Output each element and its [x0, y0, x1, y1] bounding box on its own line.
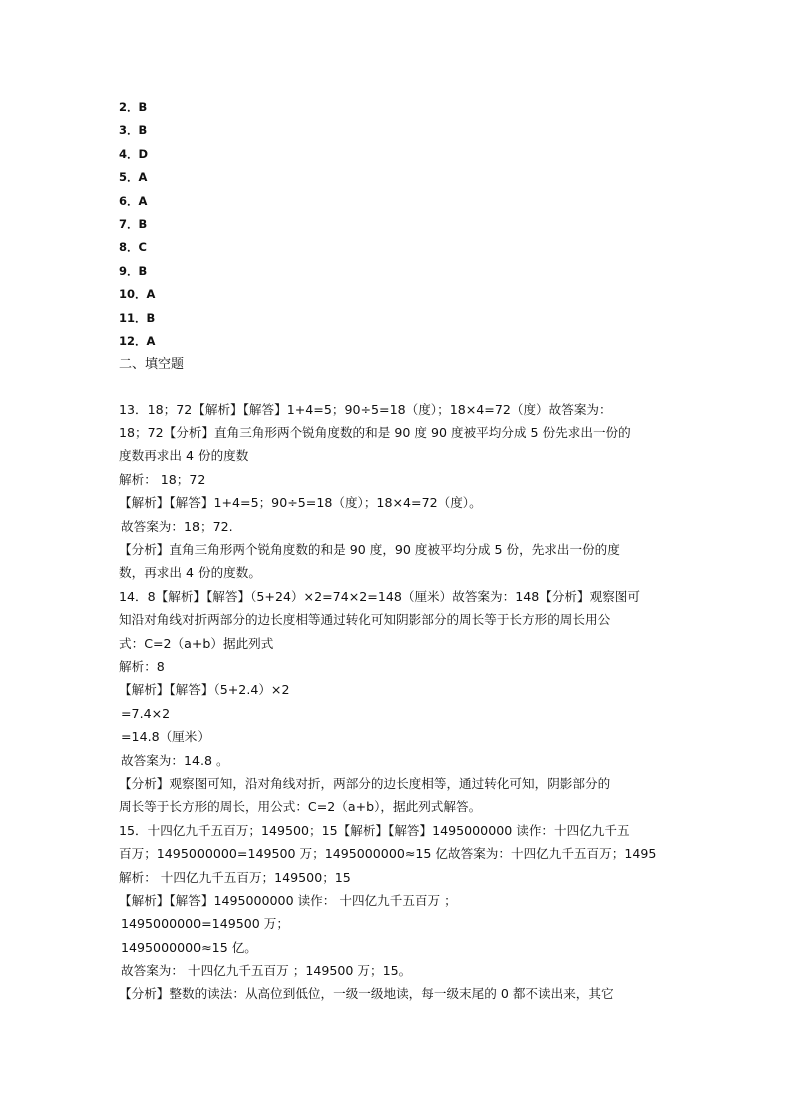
spacer [119, 377, 679, 398]
answer-item: 5．A [119, 170, 148, 185]
text-line: 13．18；72【解析】【解答】1+4=5；90÷5=18（度）；18×4=72（度）故答案为： [119, 401, 612, 417]
answer-item: 3．B [119, 123, 148, 138]
answer-item: 11．B [119, 310, 156, 325]
text-line: =14.8（厘米） [121, 729, 210, 745]
solution-text [119, 398, 679, 1006]
text-line: 解析：8 [119, 658, 165, 674]
text-line: 度数再求出 4 份的度数 [119, 448, 249, 464]
text-line: 【分析】观察图可知，沿对角线对折，两部分的边长度相等，通过转化可知，阴影部分的 [119, 775, 611, 791]
answer-item: 9．B [119, 263, 148, 278]
text-line: 数，再求出 4 份的度数。 [119, 565, 261, 581]
text-line: 故答案为： 十四亿九千五百万 ；149500 万；15。 [121, 963, 412, 979]
text-line: 周长等于长方形的周长，用公式：C=2（a+b），据此列式解答。 [119, 799, 482, 815]
text-line: =7.4×2 [121, 705, 171, 721]
text-line: 解析： 十四亿九千五百万；149500；15 [119, 869, 351, 885]
text-line: 式：C=2（a+b）据此列式 [119, 635, 274, 651]
answer-item: 4．D [119, 146, 149, 161]
text-line: 15．十四亿九千五百万；149500；15【解析】【解答】1495000000 读作：十四亿九千五 [119, 822, 630, 838]
text-line: 【解析】【解答】1+4=5；90÷5=18（度）；18×4=72（度）。 [119, 495, 482, 511]
answer-item: 7．B [119, 216, 148, 231]
text-line: 【分析】整数的读法：从高位到低位，一级一级地读，每一级末尾的 0 都不读出来，其它 [119, 986, 614, 1002]
document-content [119, 96, 679, 1006]
answer-item: 10．A [119, 287, 156, 302]
answer-list [119, 96, 679, 353]
text-line: 百万；1495000000=149500 万；1495000000≈15 亿故答案为：十四亿九千五百万；1495 [119, 846, 657, 862]
text-line: 故答案为：18；72. [121, 518, 233, 534]
text-line: 知沿对角线对折两部分的边长度相等通过转化可知阴影部分的周长等于长方形的周长用公 [119, 612, 611, 628]
answer-item: 6．A [119, 193, 148, 208]
answer-item: 2．B [119, 100, 148, 114]
text-line: 【分析】直角三角形两个锐角度数的和是 90 度，90 度被平均分成 5 份，先求出一份的度 [119, 542, 620, 558]
answer-item: 8．C [119, 240, 147, 255]
text-line: 1495000000=149500 万； [121, 916, 289, 932]
answer-item: 12．A [119, 333, 156, 348]
text-line: 14．8【解析】【解答】（5+24）×2=74×2=148（厘米）故答案为：148【分析】观察图可 [119, 588, 640, 604]
text-line: 1495000000≈15 亿。 [121, 939, 257, 955]
section-title: 二、填空题 [119, 357, 185, 373]
text-line: 【解析】【解答】1495000000 读作： 十四亿九千五百万 ； [119, 892, 457, 908]
text-line: 【解析】【解答】（5+2.4）×2 [119, 682, 290, 698]
text-line: 故答案为：14.8 。 [121, 752, 229, 768]
text-line: 解析： 18；72 [119, 471, 206, 487]
text-line: 18；72【分析】直角三角形两个锐角度数的和是 90 度 90 度被平均分成 5 份先求出一份的 [119, 425, 631, 441]
